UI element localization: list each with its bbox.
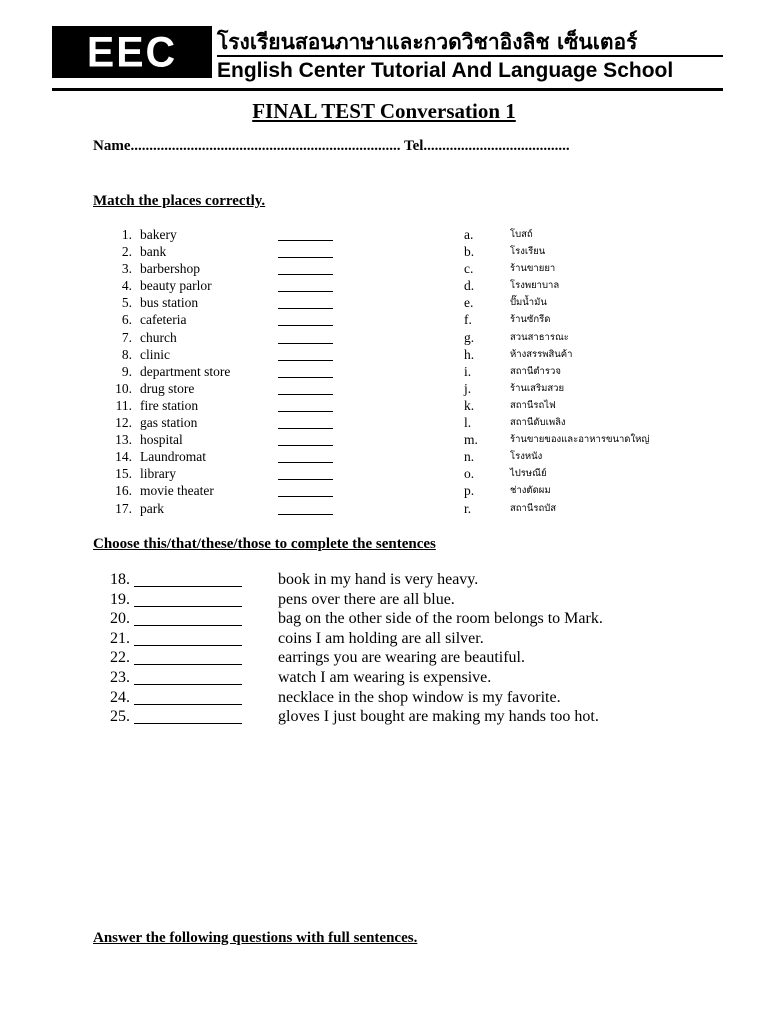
school-logo	[52, 26, 212, 78]
match-item	[108, 482, 748, 499]
match-number: 5.	[121, 295, 132, 311]
match-thai: ช่างตัดผม	[510, 485, 551, 497]
match-letter: n.	[464, 449, 475, 465]
match-thai: โบสถ์	[510, 229, 533, 240]
match-item	[108, 346, 748, 363]
match-thai: สวนสาธารณะ	[510, 331, 569, 343]
fill-item	[110, 668, 730, 688]
match-thai: โรงพยาบาล	[510, 280, 560, 292]
match-item	[108, 243, 748, 260]
match-letter: a.	[464, 227, 474, 242]
answer-blank[interactable]	[134, 625, 242, 626]
match-place: park	[140, 500, 164, 516]
answer-blank[interactable]	[278, 274, 333, 275]
match-item	[108, 397, 748, 414]
match-place: movie theater	[140, 483, 214, 499]
match-place: cafeteria	[140, 312, 187, 328]
fill-item	[110, 609, 730, 629]
match-number: 12.	[115, 415, 132, 431]
match-thai: สถานีรถไฟ	[510, 399, 556, 411]
question-number: 22.	[110, 649, 130, 667]
question-number: 23.	[110, 668, 130, 686]
answer-blank[interactable]	[134, 664, 242, 665]
sentence-text: necklace in the shop window is my favorite.	[278, 688, 561, 706]
match-thai: โรงหนัง	[510, 451, 543, 463]
match-thai: ห้างสรรพสินค้า	[510, 348, 573, 360]
answer-blank[interactable]	[278, 411, 333, 412]
match-place: library	[140, 466, 176, 482]
match-letter: h.	[464, 346, 475, 362]
answer-blank[interactable]	[278, 394, 333, 395]
match-letter: i.	[464, 363, 472, 379]
match-letter: k.	[464, 397, 475, 413]
match-number: 7.	[121, 329, 132, 345]
match-letter: e.	[464, 295, 474, 311]
match-letter: g.	[464, 329, 475, 345]
answer-blank[interactable]	[278, 240, 333, 241]
match-thai: ร้านซักรีด	[510, 314, 551, 326]
match-place: bakery	[140, 227, 177, 242]
fill-item	[110, 688, 730, 708]
match-letter: b.	[464, 244, 475, 260]
match-number: 15.	[115, 466, 132, 482]
answer-blank[interactable]	[134, 684, 242, 685]
match-item	[108, 431, 748, 448]
page-title: FINAL TEST Conversation 1	[252, 99, 516, 123]
match-thai: ร้านเสริมสวย	[510, 382, 565, 394]
match-item	[108, 226, 748, 243]
match-number: 3.	[121, 261, 132, 277]
match-number: 4.	[121, 278, 132, 294]
fill-item	[110, 590, 730, 610]
question-number: 19.	[110, 590, 130, 608]
match-number: 11.	[115, 397, 132, 413]
match-place: barbershop	[140, 261, 200, 277]
answer-blank[interactable]	[278, 377, 333, 378]
question-number: 18.	[110, 571, 130, 588]
sentence-text: coins I am holding are all silver.	[278, 629, 484, 647]
sentence-text: bag on the other side of the room belongs to Mark.	[278, 610, 603, 628]
header-rule	[52, 88, 723, 91]
question-number: 24.	[110, 688, 130, 706]
answer-blank[interactable]	[278, 325, 333, 326]
match-thai: ไปรษณีย์	[510, 468, 547, 480]
match-place: church	[140, 329, 177, 345]
match-place: clinic	[140, 346, 170, 362]
match-number: 8.	[121, 346, 132, 362]
match-letter: p.	[464, 483, 475, 499]
match-item	[108, 311, 748, 328]
logo-text: EEC	[86, 27, 178, 77]
match-thai: สถานีตำรวจ	[510, 365, 561, 377]
sentence-text: pens over there are all blue.	[278, 590, 455, 608]
match-thai: ร้านขายยา	[510, 263, 556, 275]
answer-blank[interactable]	[278, 308, 333, 309]
match-thai: สถานีดับเพลิง	[510, 417, 566, 429]
match-letter: j.	[464, 380, 472, 396]
question-number: 21.	[110, 629, 130, 647]
match-letter: f.	[464, 312, 472, 328]
answer-blank[interactable]	[278, 360, 333, 361]
match-thai: ปั๊มน้ำมัน	[510, 297, 547, 309]
match-list	[108, 226, 748, 517]
answer-blank[interactable]	[278, 462, 333, 463]
match-number: 16.	[115, 483, 132, 499]
answer-blank[interactable]	[134, 606, 242, 607]
answer-blank[interactable]	[278, 257, 333, 258]
answer-blank[interactable]	[278, 514, 333, 515]
match-item	[108, 277, 748, 294]
match-item	[108, 414, 748, 431]
answer-blank[interactable]	[134, 586, 242, 587]
match-place: beauty parlor	[140, 278, 212, 294]
match-item	[108, 380, 748, 397]
match-place: department store	[140, 363, 231, 379]
answer-blank[interactable]	[278, 445, 333, 446]
answer-blank[interactable]	[278, 428, 333, 429]
question-number: 20.	[110, 610, 130, 628]
name-tel-line: Name........................................................................ Tel.......................................	[93, 138, 570, 154]
match-item	[108, 500, 748, 517]
match-letter: c.	[464, 261, 474, 277]
match-item	[108, 465, 748, 482]
answer-blank[interactable]	[134, 723, 242, 724]
match-number: 2.	[121, 244, 132, 260]
section-choose-heading: Choose this/that/these/those to complete the sentences	[93, 536, 436, 552]
section-match-heading: Match the places correctly.	[93, 193, 266, 209]
match-letter: m.	[464, 432, 478, 448]
match-item	[108, 260, 748, 277]
match-number: 1.	[121, 227, 132, 242]
question-number: 25.	[110, 708, 130, 726]
match-item	[108, 294, 748, 311]
fill-in-list	[110, 570, 730, 727]
fill-item	[110, 629, 730, 649]
fill-item	[110, 648, 730, 668]
match-place: hospital	[140, 432, 183, 448]
match-number: 6.	[121, 312, 132, 328]
sentence-text: watch I am wearing is expensive.	[278, 668, 492, 686]
answer-blank[interactable]	[278, 479, 333, 480]
match-number: 14.	[115, 449, 132, 465]
match-place: drug store	[140, 380, 195, 396]
match-letter: o.	[464, 466, 475, 482]
match-number: 9.	[121, 363, 132, 379]
sentence-text: earrings you are wearing are beautiful.	[278, 649, 525, 667]
match-place: bus station	[140, 295, 199, 311]
match-thai: โรงเรียน	[510, 246, 546, 258]
sentence-text: book in my hand is very heavy.	[278, 571, 479, 588]
fill-item	[110, 707, 730, 727]
fill-item	[110, 570, 730, 590]
answer-blank[interactable]	[278, 291, 333, 292]
match-place: Laundromat	[140, 449, 206, 465]
section-answer-heading: Answer the following questions with full sentences.	[93, 930, 418, 946]
answer-blank[interactable]	[134, 704, 242, 705]
school-name-english: English Center Tutorial And Language School	[217, 59, 674, 82]
school-name-thai: โรงเรียนสอนภาษาและกวดวิชาอิงลิช เซ็นเตอร์	[217, 30, 638, 54]
sentence-text: gloves I just bought are making my hands too hot.	[278, 708, 599, 726]
match-thai: ร้านขายของและอาหารขนาดใหญ่	[510, 434, 650, 446]
answer-blank[interactable]	[278, 496, 333, 497]
match-letter: l.	[464, 415, 472, 431]
match-number: 13.	[115, 432, 132, 448]
match-item	[108, 448, 748, 465]
match-letter: r.	[464, 500, 472, 516]
answer-blank[interactable]	[278, 343, 333, 344]
header-divider	[217, 55, 723, 57]
match-item	[108, 329, 748, 346]
match-place: bank	[140, 244, 167, 260]
match-place: fire station	[140, 397, 199, 413]
match-item	[108, 363, 748, 380]
match-number: 17.	[115, 500, 132, 516]
answer-blank[interactable]	[134, 645, 242, 646]
match-place: gas station	[140, 415, 198, 431]
match-thai: สถานีรถบัส	[510, 502, 557, 514]
match-number: 10.	[115, 380, 132, 396]
match-letter: d.	[464, 278, 475, 294]
